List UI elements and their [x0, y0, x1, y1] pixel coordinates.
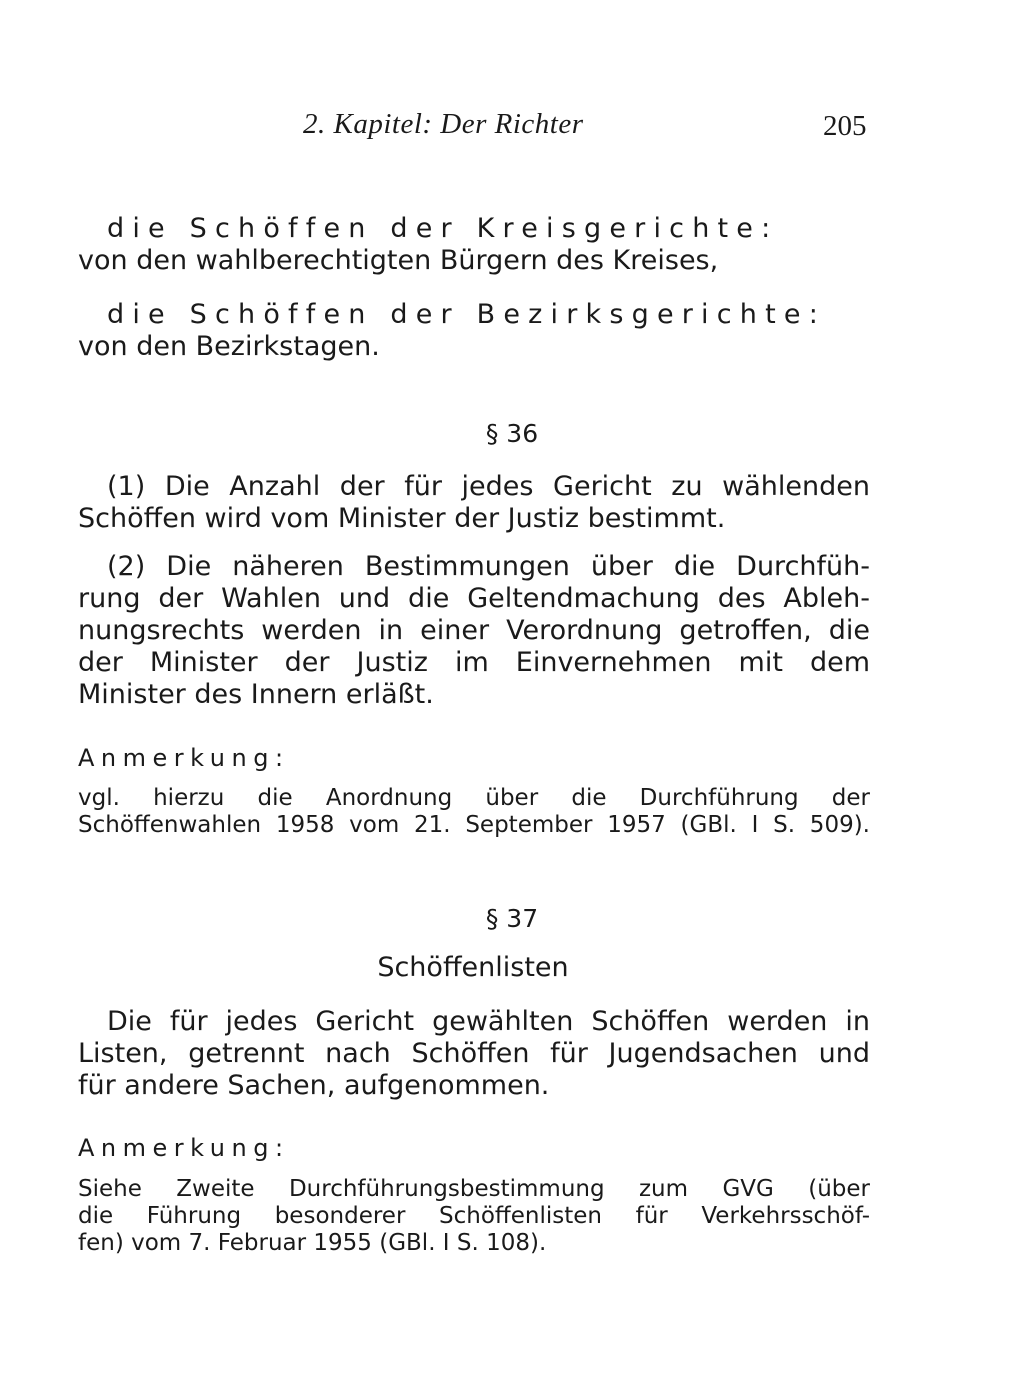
text-line: vgl. hierzu die Anordnung über die Durchführung der [78, 785, 870, 811]
section-36-note-text [78, 785, 870, 839]
section-37-note-label: Anmerkung: [78, 1134, 290, 1162]
section-36-paragraph-2 [78, 551, 870, 711]
text-line: fen) vom 7. Februar 1955 (GBl. I S. 108). [78, 1230, 547, 1256]
text-line: für andere Sachen, aufgenommen. [78, 1070, 550, 1101]
intro-item-kreisgerichte [78, 213, 870, 277]
text-line: (2) Die näheren Bestimmungen über die Durchfüh- [107, 551, 870, 582]
section-36-paragraph-1 [78, 471, 870, 535]
section-37-note-text [78, 1176, 870, 1257]
text-line: Minister des Innern erläßt. [78, 679, 434, 710]
text-line: Schöffenwahlen 1958 vom 21. September 1957 (GBl. I S. 509). [78, 812, 870, 838]
text-line: Die für jedes Gericht gewählten Schöffen werden in [107, 1006, 870, 1037]
text-line: Listen, getrennt nach Schöffen für Jugendsachen und [78, 1038, 870, 1069]
section-36-note-label: Anmerkung: [78, 744, 290, 772]
text-line: der Minister der Justiz im Einvernehmen mit dem [78, 647, 870, 678]
running-title: 2. Kapitel: Der Richter [303, 108, 584, 140]
text-line: die Führung besonderer Schöffenlisten für Verkehrsschöf- [78, 1203, 870, 1229]
text-line: Siehe Zweite Durchführungsbestimmung zum GVG (über [78, 1176, 870, 1202]
item-label: die Schöffen der Bezirksgerichte: [107, 299, 827, 330]
text-line: Schöffen wird vom Minister der Justiz bestimmt. [78, 503, 726, 534]
section-37-title: Schöffenlisten [377, 952, 569, 983]
intro-item-bezirksgerichte [78, 299, 870, 363]
item-text: von den Bezirkstagen. [78, 331, 380, 362]
item-text: von den wahlberechtigten Bürgern des Kreises, [78, 245, 719, 276]
text-line: rung der Wahlen und die Geltendmachung des Ableh- [78, 583, 870, 614]
item-label: die Schöffen der Kreisgerichte: [107, 213, 779, 244]
text-line: nungsrechts werden in einer Verordnung getroffen, die [78, 615, 870, 646]
section-37-paragraph [78, 1006, 870, 1102]
section-37-heading: § 37 [485, 904, 539, 933]
section-36-heading: § 36 [485, 419, 539, 448]
text-line: (1) Die Anzahl der für jedes Gericht zu wählenden [107, 471, 870, 502]
page-header [0, 108, 1024, 148]
page-number: 205 [823, 110, 867, 142]
